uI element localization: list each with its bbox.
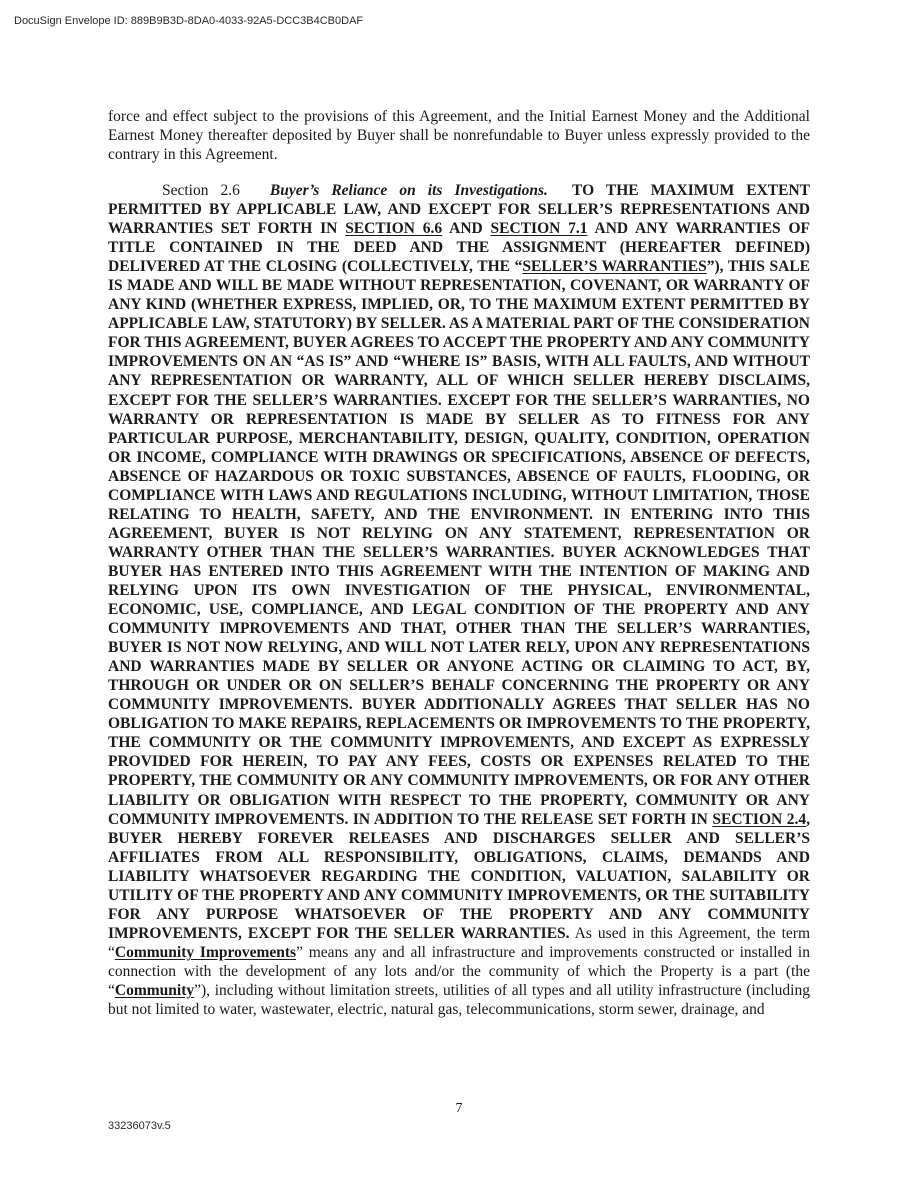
- section-6-6-ref[interactable]: SECTION 6.6: [345, 220, 443, 238]
- section-text-2: AND: [442, 220, 491, 238]
- section-text-1: TO THE MAXIMUM EXTENT PERMITTED BY APPLICABLE LAW, AND EXCEPT FOR SELLER’S REPRESENTATIONS AND WARRANTIES SET FORTH IN: [108, 182, 810, 238]
- document-id: 33236073v.5: [108, 1120, 171, 1132]
- section-text-4: ”), THIS SALE IS MADE AND WILL BE MADE WITHOUT REPRESENTATION, COVENANT, OR WARRANTY OF ANY KIND (WHETHER EXPRESS, IMPLIED, OR, TO THE MAXIMUM EXTENT PERMITTED BY APPLICABLE LAW, STATUTORY) BY SELLER. AS A MATERIAL PART OF THE CONSIDERATION FOR THIS AGREEMENT, BUYER AGREES TO ACCEPT THE PROPERTY AND ANY COMMUNITY IMPROVEMENTS ON AN “AS IS” AND “WHERE IS” BASIS, WITH ALL FAULTS, AND WITHOUT ANY REPRESENTATION OR WARRANTY, ALL OF WHICH SELLER HEREBY DISCLAIMS, EXCEPT FOR THE SELLER’S WARRANTIES. EXCEPT FOR THE SELLER’S WARRANTIES, NO WARRANTY OR REPRESENTATION IS MADE BY SELLER AS TO FITNESS FOR ANY PARTICULAR PURPOSE, MERCHANTABILITY, DESIGN, QUALITY, CONDITION, OPERATION OR INCOME, COMPLIANCE WITH DRAWINGS OR SPECIFICATIONS, ABSENCE OF DEFECTS, ABSENCE OF HAZARDOUS OR TOXIC SUBSTANCES, ABSENCE OF FAULTS, FLOODING, OR COMPLIANCE WITH LAWS AND REGULATIONS INCLUDING, WITHOUT LIMITATION, THOSE RELATING TO HEALTH, SAFETY, AND THE ENVIRONMENT. IN ENTERING INTO THIS AGREEMENT, BUYER IS NOT RELYING ON ANY STATEMENT, REPRESENTATION OR WARRANTY OTHER THAN THE SELLER’S WARRANTIES. BUYER ACKNOWLEDGES THAT BUYER HAS ENTERED INTO THIS AGREEMENT WITH THE INTENTION OF MAKING AND RELYING UPON ITS OWN INVESTIGATION OF THE PHYSICAL, ENVIRONMENTAL, ECONOMIC, USE, COMPLIANCE, AND LEGAL CONDITION OF THE PROPERTY AND ANY COMMUNITY IMPROVEMENTS AND THAT, OTHER THAN THE SELLER’S WARRANTIES, BUYER IS NOT NOW RELYING, AND WILL NOT LATER RELY, UPON ANY REPRESENTATIONS AND WARRANTIES MADE BY SELLER OR ANYONE ACTING OR CLAIMING TO ACT, BY, THROUGH OR UNDER OR ON SELLER’S BEHALF CONCERNING THE PROPERTY OR ANY COMMUNITY IMPROVEMENTS. BUYER ADDITIONALLY AGREES THAT SELLER HAS NO OBLIGATION TO MAKE REPAIRS, REPLACEMENTS OR IMPROVEMENTS TO THE PROPERTY, THE COMMUNITY OR THE COMMUNITY IMPROVEMENTS, AND EXCEPT AS EXPRESSLY PROVIDED FOR HEREIN, TO PAY ANY FEES, COSTS OR EXPENSES RELATED TO THE PROPERTY, THE COMMUNITY OR ANY COMMUNITY IMPROVEMENTS, OR FOR ANY OTHER LIABILITY OR OBLIGATION WITH RESPECT TO THE PROPERTY, COMMUNITY OR ANY COMMUNITY IMPROVEMENTS. IN ADDITION TO THE RELEASE SET FORTH IN: [108, 258, 811, 828]
- section-number: Section 2.6: [162, 182, 240, 199]
- envelope-id: DocuSign Envelope ID: 889B9B3D-8DA0-4033-92A5-DCC3B4CB0DAF: [14, 15, 364, 27]
- community-term: Community: [114, 981, 195, 999]
- section-7-1-ref[interactable]: SECTION 7.1: [490, 220, 588, 238]
- section-2-6: Section 2.6 Buyer’s Reliance on its Investigations. TO THE MAXIMUM EXTENT PERMITTED BY APPLICABLE LAW, AND EXCEPT FOR SELLER’S REPRESENTATIONS AND WARRANTIES SET FORTH IN SECTION 6.6 AND SECTION 7.1 AND ANY WARRANTIES OF TITLE CONTAINED IN THE DEED AND THE ASSIGNMENT (HEREAFTER DEFINED) DELIVERED AT THE CLOSING (COLLECTIVELY, THE “SELLER’S WARRANTIES”), THIS SALE IS MADE AND WILL BE MADE WITHOUT REPRESENTATION, COVENANT, OR WARRANTY OF ANY KIND (WHETHER EXPRESS, IMPLIED, OR, TO THE MAXIMUM EXTENT PERMITTED BY APPLICABLE LAW, STATUTORY) BY SELLER. AS A MATERIAL PART OF THE CONSIDERATION FOR THIS AGREEMENT, BUYER AGREES TO ACCEPT THE PROPERTY AND ANY COMMUNITY IMPROVEMENTS ON AN “AS IS” AND “WHERE IS” BASIS, WITH ALL FAULTS, AND WITHOUT ANY REPRESENTATION OR WARRANTY, ALL OF WHICH SELLER HEREBY DISCLAIMS, EXCEPT FOR THE SELLER’S WARRANTIES. EXCEPT FOR THE SELLER’S WARRANTIES, NO WARRANTY OR REPRESENTATION IS MADE BY SELLER AS TO FITNESS FOR ANY PARTICULAR PURPOSE, MERCHANTABILITY, DESIGN, QUALITY, CONDITION, OPERATION OR INCOME, COMPLIANCE WITH DRAWINGS OR SPECIFICATIONS, ABSENCE OF DEFECTS, ABSENCE OF HAZARDOUS OR TOXIC SUBSTANCES, ABSENCE OF FAULTS, FLOODING, OR COMPLIANCE WITH LAWS AND REGULATIONS INCLUDING, WITHOUT LIMITATION, THOSE RELATING TO HEALTH, SAFETY, AND THE ENVIRONMENT. IN ENTERING INTO THIS AGREEMENT, BUYER IS NOT RELYING ON ANY STATEMENT, REPRESENTATION OR WARRANTY OTHER THAN THE SELLER’S WARRANTIES. BUYER ACKNOWLEDGES THAT BUYER HAS ENTERED INTO THIS AGREEMENT WITH THE INTENTION OF MAKING AND RELYING UPON ITS OWN INVESTIGATION OF THE PHYSICAL, ENVIRONMENTAL, ECONOMIC, USE, COMPLIANCE, AND LEGAL CONDITION OF THE PROPERTY AND ANY COMMUNITY IMPROVEMENTS AND THAT, OTHER THAN THE SELLER’S WARRANTIES, BUYER IS NOT NOW RELYING, AND WILL NOT LATER RELY, UPON ANY REPRESENTATIONS AND WARRANTIES MADE BY SELLER OR ANYONE ACTING OR CLAIMING TO ACT, BY, THROUGH OR UNDER OR ON SELLER’S BEHALF CONCERNING THE PROPERTY OR ANY COMMUNITY IMPROVEMENTS. BUYER ADDITIONALLY AGREES THAT SELLER HAS NO OBLIGATION TO MAKE REPAIRS, REPLACEMENTS OR IMPROVEMENTS TO THE PROPERTY, THE COMMUNITY OR THE COMMUNITY IMPROVEMENTS, AND EXCEPT AS EXPRESSLY PROVIDED FOR HEREIN, TO PAY ANY FEES, COSTS OR EXPENSES RELATED TO THE PROPERTY, THE COMMUNITY OR ANY COMMUNITY IMPROVEMENTS, OR FOR ANY OTHER LIABILITY OR OBLIGATION WITH RESPECT TO THE PROPERTY, COMMUNITY OR ANY COMMUNITY IMPROVEMENTS. IN ADDITION TO THE RELEASE SET FORTH IN SECTION 2.4, BUYER HEREBY FOREVER RELEASES AND DISCHARGES SELLER AND SELLER’S AFFILIATES FROM ALL RESPONSIBILITY, OBLIGATIONS, CLAIMS, DEMANDS AND LIABILITY WHATSOEVER REGARDING THE CONDITION, VALUATION, SALABILITY OR UTILITY OF THE PROPERTY AND ANY COMMUNITY IMPROVEMENTS, OR THE SUITABILITY FOR ANY PURPOSE WHATSOEVER OF THE PROPERTY AND ANY COMMUNITY IMPROVEMENTS, EXCEPT FOR THE SELLER WARRANTIES. As used in this Agreement, the term “Community Improvements” means any and all infrastructure and improvements constructed or installed in connection with the development of any lots and/or the community of which the Property is a part (the “Community”), including without limitation streets, utilities of all types and all utility infrastructure (including but not limited to water, wastewater, electric, natural gas, telecommunications, storm sewer, drainage, and: [108, 182, 811, 1019]
- section-title: Buyer’s Reliance on its Investigations: [269, 182, 545, 199]
- section-text-5: , BUYER HEREBY FOREVER RELEASES AND DISCHARGES SELLER AND SELLER’S AFFILIATES FROM ALL RESPONSIBILITY, OBLIGATIONS, CLAIMS, DEMANDS AND LIABILITY WHATSOEVER REGARDING THE CONDITION, VALUATION, SALABILITY OR UTILITY OF THE PROPERTY AND ANY COMMUNITY IMPROVEMENTS, OR THE SUITABILITY FOR ANY PURPOSE WHATSOEVER OF THE PROPERTY AND ANY COMMUNITY IMPROVEMENTS, EXCEPT FOR THE SELLER WARRANTIES.: [108, 810, 811, 942]
- sellers-warranties-term: SELLER’S WARRANTIES: [522, 258, 707, 276]
- community-improvements-term: Community Improvements: [114, 943, 297, 961]
- definition-text-3: ”), including without limitation streets, utilities of all types and all utility infrastructure (including but not limited to water, wastewater, electric, natural gas, telecommunications, storm sewer, drainage, and: [108, 981, 810, 1019]
- definition-text-2: ” means any and all infrastructure and improvements constructed or installed in connection with the development of any lots and/or the community of which the Property is a part (the “: [108, 943, 810, 999]
- section-text-3: AND ANY WARRANTIES OF TITLE CONTAINED IN THE DEED AND THE ASSIGNMENT (HEREAFTER DEFINED) DELIVERED AT THE CLOSING (COLLECTIVELY, THE “: [108, 220, 811, 276]
- page-number: 7: [455, 1101, 463, 1116]
- section-2-4-ref[interactable]: SECTION 2.4: [712, 810, 807, 828]
- definition-text-1: As used in this Agreement, the term “: [108, 924, 810, 961]
- paragraph-continuation: force and effect subject to the provisions of this Agreement, and the Initial Earnest Money and the Additional Earnest Money thereafter deposited by Buyer shall be nonrefundable to Buyer unless expressly provided to the contrary in this Agreement.: [108, 108, 810, 164]
